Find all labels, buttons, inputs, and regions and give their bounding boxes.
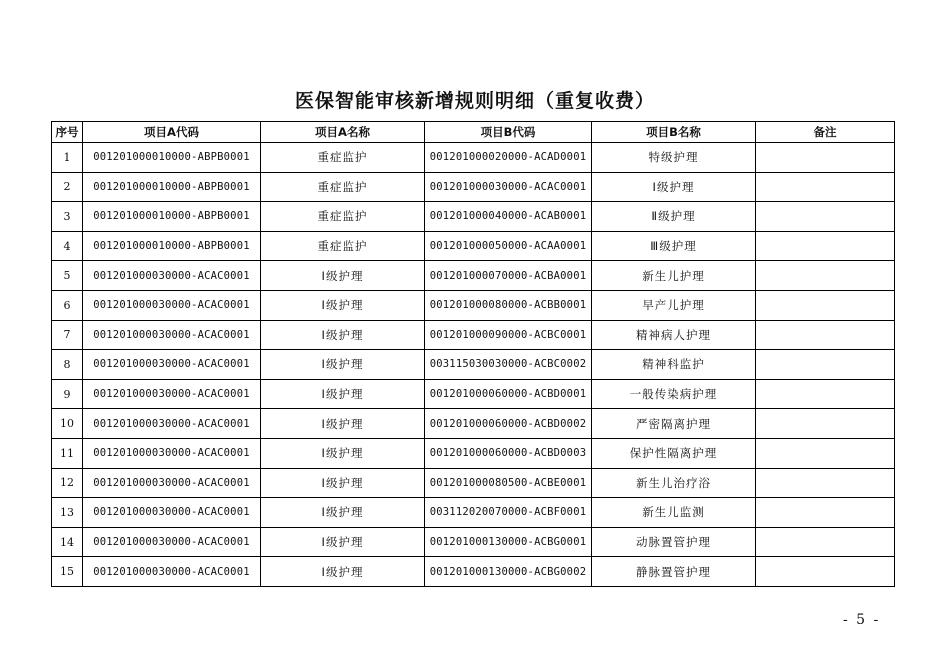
cell-item-b-code: 001201000020000-ACAD0001 (425, 143, 592, 173)
cell-index: 7 (52, 320, 83, 350)
document-title: 医保智能审核新增规则明细（重复收费） (294, 90, 655, 112)
cell-item-a-code: 001201000030000-ACAC0001 (83, 350, 261, 380)
cell-item-a-name: Ⅰ级护理 (261, 527, 425, 557)
cell-item-b-code: 001201000070000-ACBA0001 (425, 261, 592, 291)
cell-item-a-name: 重症监护 (261, 231, 425, 261)
header-remarks: 备注 (756, 122, 895, 143)
table-row (52, 320, 895, 350)
cell-item-a-name: Ⅰ级护理 (261, 379, 425, 409)
table-row (52, 468, 895, 498)
cell-remarks (756, 261, 895, 291)
cell-item-a-code: 001201000030000-ACAC0001 (83, 498, 261, 528)
cell-remarks (756, 468, 895, 498)
cell-remarks (756, 143, 895, 173)
table-row (52, 231, 895, 261)
cell-item-b-code: 003112020070000-ACBF0001 (425, 498, 592, 528)
cell-item-a-code: 001201000030000-ACAC0001 (83, 527, 261, 557)
table-row (52, 202, 895, 232)
cell-index: 6 (52, 290, 83, 320)
table-row (52, 527, 895, 557)
cell-item-a-code: 001201000030000-ACAC0001 (83, 261, 261, 291)
cell-item-b-name: 动脉置管护理 (592, 527, 756, 557)
table-row (52, 498, 895, 528)
cell-item-b-code: 001201000050000-ACAA0001 (425, 231, 592, 261)
cell-item-b-code: 001201000130000-ACBG0001 (425, 527, 592, 557)
table-row (52, 290, 895, 320)
cell-item-b-name: Ⅰ级护理 (592, 172, 756, 202)
cell-item-b-name: 保护性隔离护理 (592, 438, 756, 468)
cell-item-b-code: 001201000040000-ACAB0001 (425, 202, 592, 232)
cell-item-a-code: 001201000030000-ACAC0001 (83, 379, 261, 409)
header-item-a-code: 项目A代码 (83, 122, 261, 143)
cell-item-b-name: 新生儿护理 (592, 261, 756, 291)
cell-item-a-code: 001201000030000-ACAC0001 (83, 409, 261, 439)
cell-item-a-code: 001201000030000-ACAC0001 (83, 468, 261, 498)
cell-item-b-name: 精神病人护理 (592, 320, 756, 350)
cell-remarks (756, 379, 895, 409)
cell-remarks (756, 557, 895, 587)
cell-item-a-code: 001201000030000-ACAC0001 (83, 320, 261, 350)
cell-index: 4 (52, 231, 83, 261)
cell-item-a-code: 001201000010000-ABPB0001 (83, 143, 261, 173)
cell-item-a-name: Ⅰ级护理 (261, 468, 425, 498)
cell-item-b-name: 早产儿护理 (592, 290, 756, 320)
table-row (52, 409, 895, 439)
table-row (52, 557, 895, 587)
cell-item-a-name: 重症监护 (261, 143, 425, 173)
page-number: - 5 - (843, 612, 881, 628)
cell-index: 10 (52, 409, 83, 439)
cell-item-a-name: Ⅰ级护理 (261, 350, 425, 380)
cell-item-b-code: 001201000080000-ACBB0001 (425, 290, 592, 320)
cell-index: 11 (52, 438, 83, 468)
cell-remarks (756, 350, 895, 380)
cell-item-b-name: 一般传染病护理 (592, 379, 756, 409)
header-item-a-name: 项目A名称 (261, 122, 425, 143)
cell-item-b-code: 001201000130000-ACBG0002 (425, 557, 592, 587)
cell-item-b-code: 001201000060000-ACBD0001 (425, 379, 592, 409)
cell-item-a-name: Ⅰ级护理 (261, 320, 425, 350)
cell-item-b-name: 新生儿治疗浴 (592, 468, 756, 498)
table-row (52, 172, 895, 202)
cell-item-b-code: 001201000060000-ACBD0002 (425, 409, 592, 439)
table-header-row (52, 122, 895, 143)
cell-item-a-code: 001201000010000-ABPB0001 (83, 202, 261, 232)
cell-item-a-code: 001201000030000-ACAC0001 (83, 290, 261, 320)
cell-item-b-name: 严密隔离护理 (592, 409, 756, 439)
cell-index: 1 (52, 143, 83, 173)
cell-item-a-name: Ⅰ级护理 (261, 409, 425, 439)
cell-index: 13 (52, 498, 83, 528)
cell-remarks (756, 290, 895, 320)
cell-item-b-name: 精神科监护 (592, 350, 756, 380)
cell-item-a-name: Ⅰ级护理 (261, 498, 425, 528)
table-row (52, 438, 895, 468)
cell-item-b-code: 001201000030000-ACAC0001 (425, 172, 592, 202)
cell-remarks (756, 231, 895, 261)
cell-remarks (756, 409, 895, 439)
cell-remarks (756, 172, 895, 202)
cell-item-b-code: 001201000080500-ACBE0001 (425, 468, 592, 498)
cell-item-b-name: 静脉置管护理 (592, 557, 756, 587)
cell-item-a-name: Ⅰ级护理 (261, 438, 425, 468)
header-item-b-code: 项目B代码 (425, 122, 592, 143)
cell-item-a-code: 001201000030000-ACAC0001 (83, 557, 261, 587)
header-index: 序号 (52, 122, 83, 143)
cell-index: 2 (52, 172, 83, 202)
cell-item-b-name: 新生儿监测 (592, 498, 756, 528)
cell-remarks (756, 320, 895, 350)
cell-item-b-code: 001201000090000-ACBC0001 (425, 320, 592, 350)
cell-item-a-code: 001201000010000-ABPB0001 (83, 231, 261, 261)
cell-remarks (756, 438, 895, 468)
cell-index: 12 (52, 468, 83, 498)
table-row (52, 143, 895, 173)
cell-index: 14 (52, 527, 83, 557)
cell-index: 9 (52, 379, 83, 409)
table-row (52, 350, 895, 380)
header-item-b-name: 项目B名称 (592, 122, 756, 143)
cell-item-a-code: 001201000010000-ABPB0001 (83, 172, 261, 202)
cell-index: 8 (52, 350, 83, 380)
cell-item-a-name: 重症监护 (261, 172, 425, 202)
cell-item-b-name: Ⅲ级护理 (592, 231, 756, 261)
cell-remarks (756, 527, 895, 557)
rules-table (51, 121, 895, 587)
table-body (52, 143, 895, 587)
cell-item-b-code: 001201000060000-ACBD0003 (425, 438, 592, 468)
cell-remarks (756, 202, 895, 232)
cell-index: 15 (52, 557, 83, 587)
cell-item-b-name: 特级护理 (592, 143, 756, 173)
cell-remarks (756, 498, 895, 528)
cell-item-a-name: 重症监护 (261, 202, 425, 232)
cell-item-a-name: Ⅰ级护理 (261, 557, 425, 587)
cell-item-a-name: Ⅰ级护理 (261, 290, 425, 320)
cell-item-a-name: Ⅰ级护理 (261, 261, 425, 291)
table-row (52, 261, 895, 291)
cell-item-b-name: Ⅱ级护理 (592, 202, 756, 232)
cell-item-b-code: 003115030030000-ACBC0002 (425, 350, 592, 380)
table-row (52, 379, 895, 409)
cell-index: 5 (52, 261, 83, 291)
cell-index: 3 (52, 202, 83, 232)
cell-item-a-code: 001201000030000-ACAC0001 (83, 438, 261, 468)
